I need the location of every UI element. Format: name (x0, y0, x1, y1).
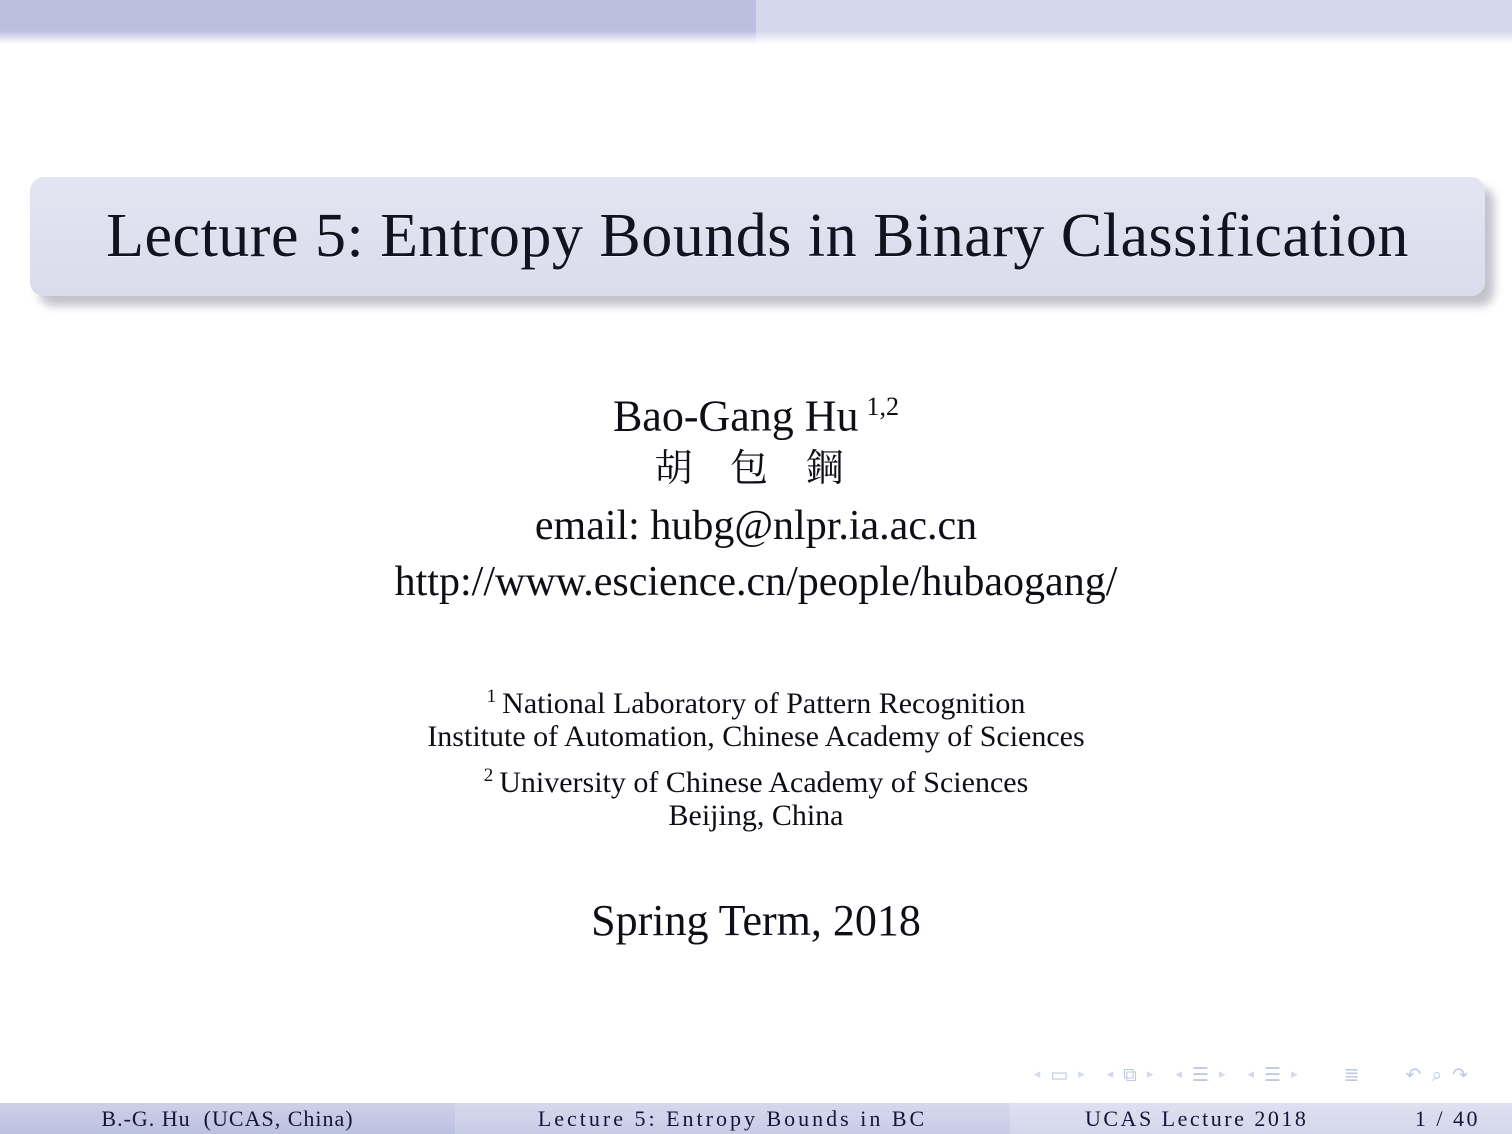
footer-author-segment (0, 1103, 455, 1134)
footer-page-number: 1 / 40 (1414, 1105, 1480, 1131)
section-icon[interactable]: ☰ (1264, 1064, 1282, 1086)
forward-icon[interactable]: ↷ (1452, 1064, 1468, 1086)
affiliation-line-1 (0, 678, 1512, 723)
author-line (0, 380, 1512, 444)
appendix-icon[interactable]: ≣ (1343, 1064, 1360, 1086)
prev-frame-icon[interactable]: ◂ (1106, 1067, 1114, 1082)
affiliation-marker-2: 2 (483, 765, 494, 786)
prev-section-icon[interactable]: ◂ (1247, 1067, 1255, 1082)
slide-icon[interactable]: ▭ (1050, 1064, 1069, 1086)
next-frame-icon[interactable]: ▸ (1146, 1067, 1154, 1082)
navigation-bar (1024, 1060, 1468, 1090)
header-bar (0, 0, 1512, 44)
next-section-icon[interactable]: ▸ (1291, 1067, 1298, 1082)
footer-author-short: B.-G. Hu (UCAS, China) (101, 1105, 354, 1131)
title-box (30, 177, 1485, 296)
search-icon[interactable]: ⌕ (1431, 1064, 1443, 1086)
affiliation-line-3 (0, 757, 1512, 802)
date-line: Spring Term, 2018 (591, 896, 921, 945)
next-subsection-icon[interactable]: ▸ (1218, 1067, 1226, 1082)
frame-icon[interactable]: ⧉ (1123, 1064, 1137, 1086)
affiliation-text-2: Institute of Automation, Chinese Academy of Sciences (427, 720, 1085, 753)
header-bar-right-segment (756, 0, 1512, 44)
author-superscript: 1,2 (866, 392, 900, 421)
back-icon[interactable]: ↶ (1405, 1064, 1422, 1086)
affiliation-text-1: National Laboratory of Pattern Recognition (502, 687, 1026, 720)
author-chinese-name: 胡 包 鋼 (654, 448, 858, 490)
footer-title-short: Lecture 5: Entropy Bounds in BC (537, 1105, 928, 1131)
footer-bar (0, 1103, 1512, 1134)
subsection-icon[interactable]: ☰ (1191, 1064, 1209, 1086)
prev-slide-icon[interactable]: ◂ (1033, 1067, 1041, 1082)
affiliation-text-3: University of Chinese Academy of Sciences (499, 766, 1029, 799)
footer-meta-segment (1010, 1103, 1512, 1134)
footer-title-segment (455, 1103, 1010, 1134)
prev-subsection-icon[interactable]: ◂ (1175, 1067, 1182, 1082)
affiliation-marker-1: 1 (486, 686, 497, 707)
affiliation-line-4 (0, 797, 1512, 835)
author-name: Bao-Gang Hu (612, 391, 859, 441)
next-slide-icon[interactable]: ▸ (1078, 1067, 1085, 1082)
affiliation-line-2 (0, 718, 1512, 756)
footer-venue: UCAS Lecture 2018 (1085, 1105, 1309, 1131)
header-bar-left-segment (0, 0, 756, 44)
affiliation-text-4: Beijing, China (668, 799, 844, 832)
website-url: http://www.escience.cn/people/hubaogang/ (394, 559, 1118, 605)
email-line: email: hubg@nlpr.ia.ac.cn (534, 503, 978, 549)
page-title: Lecture 5: Entropy Bounds in Binary Classification (106, 202, 1409, 270)
